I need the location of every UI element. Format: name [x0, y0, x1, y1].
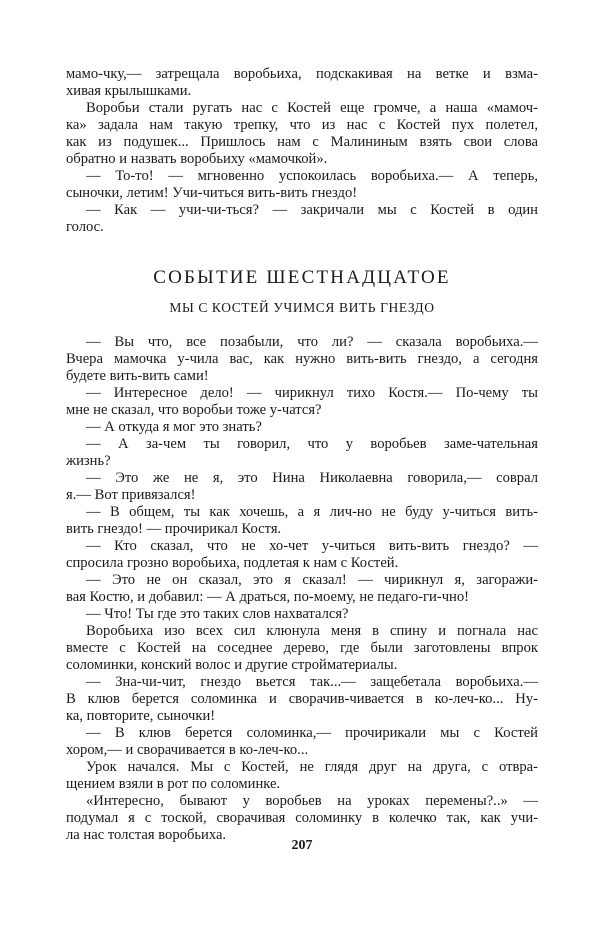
text-line: В клюв берется соломинка и сворачив-чивается в ко-леч-ко... Ну-	[66, 691, 538, 707]
text-line: Воробьи стали ругать нас с Костей еще громче, а наша «мамоч-	[86, 100, 538, 116]
text-line: — Это не он сказал, это я сказал! — чирикнул я, загоражи-	[86, 572, 538, 588]
text-line: я.— Вот привязался!	[66, 487, 196, 503]
text-line: — Кто сказал, что не хо-чет у-читься вить-вить гнездо? —	[86, 538, 538, 554]
text-line: голос.	[66, 219, 104, 235]
text-line: как из подушек... Пришлось нам с Малининым взять свои слова	[66, 134, 538, 150]
text-block-top	[66, 66, 538, 236]
text-line: — Вы что, все позабыли, что ли? — сказала воробьиха.—	[86, 334, 538, 350]
text-line: — А за-чем ты говорил, что у воробьев заме-чательная	[86, 436, 538, 452]
text-line: — Интересное дело! — чирикнул тихо Костя.— По-чему ты	[86, 385, 538, 401]
text-line: мне не сказал, что воробьи тоже у-чатся?	[66, 402, 322, 418]
text-line: щением взяли в рот по соломинке.	[66, 776, 281, 792]
text-line: — Что! Ты где это таких слов нахватался?	[86, 606, 349, 622]
text-line: — То-то! — мгновенно успокоилась воробьиха.— А теперь,	[86, 168, 538, 184]
text-line: мамо-чку,— затрещала воробьиха, подскакивая на ветке и взма-	[66, 66, 538, 82]
text-line: — Как — учи-чи-ться? — закричали мы с Костей в один	[86, 202, 538, 218]
chapter-subtitle: МЫ С КОСТЕЙ УЧИМСЯ ВИТЬ ГНЕЗДО	[169, 300, 435, 315]
text-line: вместе с Костей на соседнее дерево, где были заготовлены впрок	[66, 640, 538, 656]
text-line: Воробьиха изо всех сил клюнула меня в спину и погнала нас	[86, 623, 538, 639]
text-line: хором,— и сворачивается в ко-леч-ко...	[66, 742, 309, 758]
text-line: хивая крылышками.	[66, 83, 192, 99]
page-number: 207	[291, 838, 313, 853]
text-line: Вчера мамочка у-чила вас, как нужно вить-вить гнездо, а сегодня	[66, 351, 538, 367]
text-line: спросила грозно воробьиха, подлетая к нам с Костей.	[66, 555, 399, 571]
text-line: ка» задала нам такую трепку, что из нас с Костей пух полетел,	[66, 117, 538, 133]
chapter-title: СОБЫТИЕ ШЕСТНАДЦАТОЕ	[153, 267, 451, 288]
text-line: Урок начался. Мы с Костей, не глядя друг на друга, с отвра-	[86, 759, 538, 775]
text-line: «Интересно, бывают у воробьев на уроках перемены?..» —	[86, 793, 538, 809]
text-line: обратно и назвать воробьиху «мамочкой».	[66, 151, 328, 167]
text-line: — В клюв берется соломинка,— прочирикали мы с Костей	[86, 725, 538, 741]
text-line: — Это же не я, это Нина Николаевна говорила,— соврал	[86, 470, 538, 486]
text-line: подумал я с тоской, сворачивая соломинку в колечко так, как учи-	[66, 810, 538, 826]
text-line: — Зна-чи-чит, гнездо вьется так...— защебетала воробьиха.—	[86, 674, 538, 690]
text-line: сыночки, летим! Учи-читься вить-вить гнездо!	[66, 185, 358, 201]
text-line: вая Костю, и добавил: — А драться, по-моему, не педаго-ги-чно!	[66, 589, 469, 605]
text-line: будете вить-вить сами!	[66, 368, 209, 384]
text-line: вить гнездо! — прочирикал Костя.	[66, 521, 282, 537]
text-block-main	[66, 334, 538, 844]
text-line: ка, повторите, сыночки!	[66, 708, 216, 724]
text-line: — А откуда я мог это знать?	[86, 419, 262, 435]
text-line: жизнь?	[66, 453, 111, 469]
text-line: ла нас толстая воробьиха.	[66, 827, 227, 843]
text-line: — В общем, ты как хочешь, а я лич-но не буду у-читься вить-	[86, 504, 538, 520]
text-line: соломинки, конский волос и другие стройматериалы.	[66, 657, 398, 673]
